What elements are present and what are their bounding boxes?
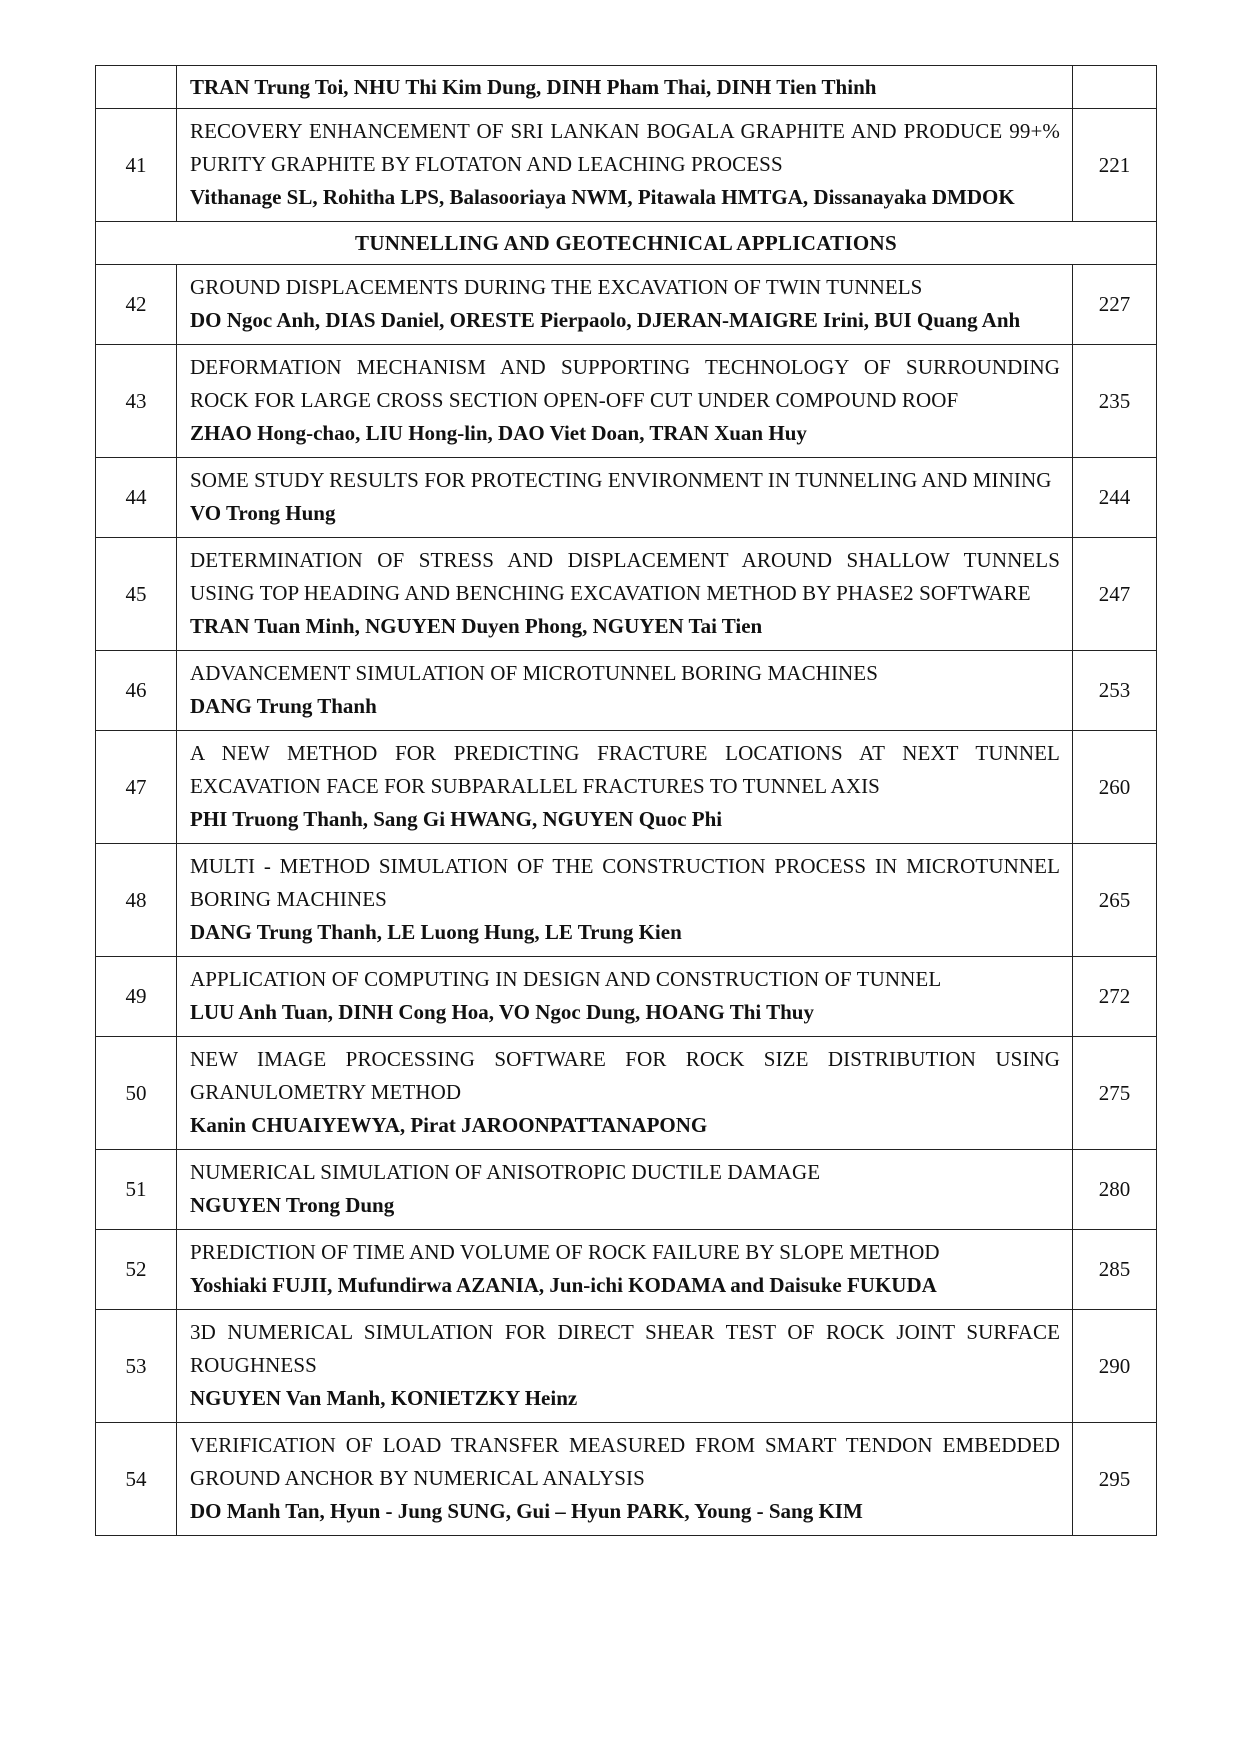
entry-authors: DANG Trung Thanh, LE Luong Hung, LE Trung Kien bbox=[190, 920, 682, 944]
entry-number: 43 bbox=[96, 345, 177, 458]
section-heading-row bbox=[96, 222, 1157, 265]
toc-row bbox=[96, 1037, 1157, 1150]
entry-number: 50 bbox=[96, 1037, 177, 1150]
entry-cell bbox=[177, 1310, 1073, 1423]
entry-authors: Yoshiaki FUJII, Mufundirwa AZANIA, Jun-ichi KODAMA and Daisuke FUKUDA bbox=[190, 1273, 937, 1297]
entry-title: APPLICATION OF COMPUTING IN DESIGN AND CONSTRUCTION OF TUNNEL bbox=[190, 967, 942, 991]
entry-cell bbox=[177, 345, 1073, 458]
entry-page-number: 244 bbox=[1073, 458, 1157, 538]
entry-cell bbox=[177, 1423, 1073, 1536]
table-of-contents bbox=[95, 65, 1157, 1536]
entry-title: VERIFICATION OF LOAD TRANSFER MEASURED FROM SMART TENDON EMBEDDED GROUND ANCHOR BY NUMERICAL ANALYSIS bbox=[190, 1433, 1060, 1490]
entry-page-number: 280 bbox=[1073, 1150, 1157, 1230]
entry-number: 53 bbox=[96, 1310, 177, 1423]
entry-number: 41 bbox=[96, 109, 177, 222]
entry-cell bbox=[177, 109, 1073, 222]
entry-title: NEW IMAGE PROCESSING SOFTWARE FOR ROCK SIZE DISTRIBUTION USING GRANULOMETRY METHOD bbox=[190, 1047, 1060, 1104]
entry-authors: PHI Truong Thanh, Sang Gi HWANG, NGUYEN Quoc Phi bbox=[190, 807, 723, 831]
entry-cell bbox=[177, 66, 1073, 109]
entry-page-number: 295 bbox=[1073, 1423, 1157, 1536]
toc-row bbox=[96, 265, 1157, 345]
entry-authors: DO Ngoc Anh, DIAS Daniel, ORESTE Pierpaolo, DJERAN-MAIGRE Irini, BUI Quang Anh bbox=[190, 308, 1021, 332]
entry-authors: DO Manh Tan, Hyun - Jung SUNG, Gui – Hyun PARK, Young - Sang KIM bbox=[190, 1499, 863, 1523]
entry-authors: DANG Trung Thanh bbox=[190, 694, 377, 718]
entry-number: 44 bbox=[96, 458, 177, 538]
entry-cell bbox=[177, 844, 1073, 957]
entry-page-number: 290 bbox=[1073, 1310, 1157, 1423]
entry-page-number: 227 bbox=[1073, 265, 1157, 345]
entry-number: 52 bbox=[96, 1230, 177, 1310]
entry-title: GROUND DISPLACEMENTS DURING THE EXCAVATION OF TWIN TUNNELS bbox=[190, 275, 923, 299]
toc-row bbox=[96, 458, 1157, 538]
entry-cell bbox=[177, 1230, 1073, 1310]
entry-page-number: 221 bbox=[1073, 109, 1157, 222]
entry-authors: ZHAO Hong-chao, LIU Hong-lin, DAO Viet Doan, TRAN Xuan Huy bbox=[190, 421, 807, 445]
entry-number: 42 bbox=[96, 265, 177, 345]
entry-title: DEFORMATION MECHANISM AND SUPPORTING TECHNOLOGY OF SURROUNDING ROCK FOR LARGE CROSS SECTION OPEN-OFF CUT UNDER COMPOUND ROOF bbox=[190, 355, 1060, 412]
entry-authors: Kanin CHUAIYEWYA, Pirat JAROONPATTANAPONG bbox=[190, 1113, 708, 1137]
entry-number: 45 bbox=[96, 538, 177, 651]
entry-authors: Vithanage SL, Rohitha LPS, Balasooriaya NWM, Pitawala HMTGA, Dissanayaka DMDOK bbox=[190, 185, 1015, 209]
entry-page-number: 275 bbox=[1073, 1037, 1157, 1150]
entry-title: MULTI - METHOD SIMULATION OF THE CONSTRUCTION PROCESS IN MICROTUNNEL BORING MACHINES bbox=[190, 854, 1060, 911]
entry-authors: NGUYEN Van Manh, KONIETZKY Heinz bbox=[190, 1386, 578, 1410]
entry-page-number: 265 bbox=[1073, 844, 1157, 957]
entry-page-number: 253 bbox=[1073, 651, 1157, 731]
toc-row-continued bbox=[96, 66, 1157, 109]
entry-cell bbox=[177, 538, 1073, 651]
toc-row bbox=[96, 957, 1157, 1037]
toc-row bbox=[96, 1150, 1157, 1230]
entry-number: 46 bbox=[96, 651, 177, 731]
entry-cell bbox=[177, 458, 1073, 538]
entry-cell bbox=[177, 265, 1073, 345]
entry-title: DETERMINATION OF STRESS AND DISPLACEMENT AROUND SHALLOW TUNNELS USING TOP HEADING AND BENCHING EXCAVATION METHOD BY PHASE2 SOFTWARE bbox=[190, 548, 1060, 605]
section-heading: TUNNELLING AND GEOTECHNICAL APPLICATIONS bbox=[96, 222, 1157, 265]
toc-body bbox=[96, 66, 1157, 1536]
toc-row bbox=[96, 731, 1157, 844]
entry-number: 47 bbox=[96, 731, 177, 844]
entry-page-number: 272 bbox=[1073, 957, 1157, 1037]
entry-page-cell bbox=[1073, 66, 1157, 109]
entry-page-number: 235 bbox=[1073, 345, 1157, 458]
entry-authors: LUU Anh Tuan, DINH Cong Hoa, VO Ngoc Dung, HOANG Thi Thuy bbox=[190, 1000, 814, 1024]
entry-title: A NEW METHOD FOR PREDICTING FRACTURE LOCATIONS AT NEXT TUNNEL EXCAVATION FACE FOR SUBPARALLEL FRACTURES TO TUNNEL AXIS bbox=[190, 741, 1060, 798]
toc-row bbox=[96, 345, 1157, 458]
entry-page-number: 247 bbox=[1073, 538, 1157, 651]
entry-number-cell bbox=[96, 66, 177, 109]
entry-authors: NGUYEN Trong Dung bbox=[190, 1193, 395, 1217]
entry-title: SOME STUDY RESULTS FOR PROTECTING ENVIRONMENT IN TUNNELING AND MINING bbox=[190, 468, 1052, 492]
entry-cell bbox=[177, 1150, 1073, 1230]
entry-cell bbox=[177, 731, 1073, 844]
toc-row bbox=[96, 1310, 1157, 1423]
entry-title: PREDICTION OF TIME AND VOLUME OF ROCK FAILURE BY SLOPE METHOD bbox=[190, 1240, 940, 1264]
entry-authors: VO Trong Hung bbox=[190, 501, 336, 525]
entry-authors: TRAN Tuan Minh, NGUYEN Duyen Phong, NGUYEN Tai Tien bbox=[190, 614, 763, 638]
toc-row bbox=[96, 1423, 1157, 1536]
entry-title: RECOVERY ENHANCEMENT OF SRI LANKAN BOGALA GRAPHITE AND PRODUCE 99+% PURITY GRAPHITE BY FLOTATON AND LEACHING PROCESS bbox=[190, 119, 1060, 176]
entry-title: NUMERICAL SIMULATION OF ANISOTROPIC DUCTILE DAMAGE bbox=[190, 1160, 821, 1184]
entry-number: 54 bbox=[96, 1423, 177, 1536]
toc-row bbox=[96, 844, 1157, 957]
entry-page-number: 260 bbox=[1073, 731, 1157, 844]
entry-title: 3D NUMERICAL SIMULATION FOR DIRECT SHEAR TEST OF ROCK JOINT SURFACE ROUGHNESS bbox=[190, 1320, 1060, 1377]
entry-cell bbox=[177, 1037, 1073, 1150]
toc-row bbox=[96, 538, 1157, 651]
entry-number: 51 bbox=[96, 1150, 177, 1230]
entry-title: ADVANCEMENT SIMULATION OF MICROTUNNEL BORING MACHINES bbox=[190, 661, 879, 685]
toc-row bbox=[96, 1230, 1157, 1310]
entry-number: 49 bbox=[96, 957, 177, 1037]
entry-authors: TRAN Trung Toi, NHU Thi Kim Dung, DINH Pham Thai, DINH Tien Thinh bbox=[190, 74, 877, 99]
entry-page-number: 285 bbox=[1073, 1230, 1157, 1310]
entry-number: 48 bbox=[96, 844, 177, 957]
entry-cell bbox=[177, 651, 1073, 731]
entry-cell bbox=[177, 957, 1073, 1037]
toc-row bbox=[96, 109, 1157, 222]
toc-row bbox=[96, 651, 1157, 731]
